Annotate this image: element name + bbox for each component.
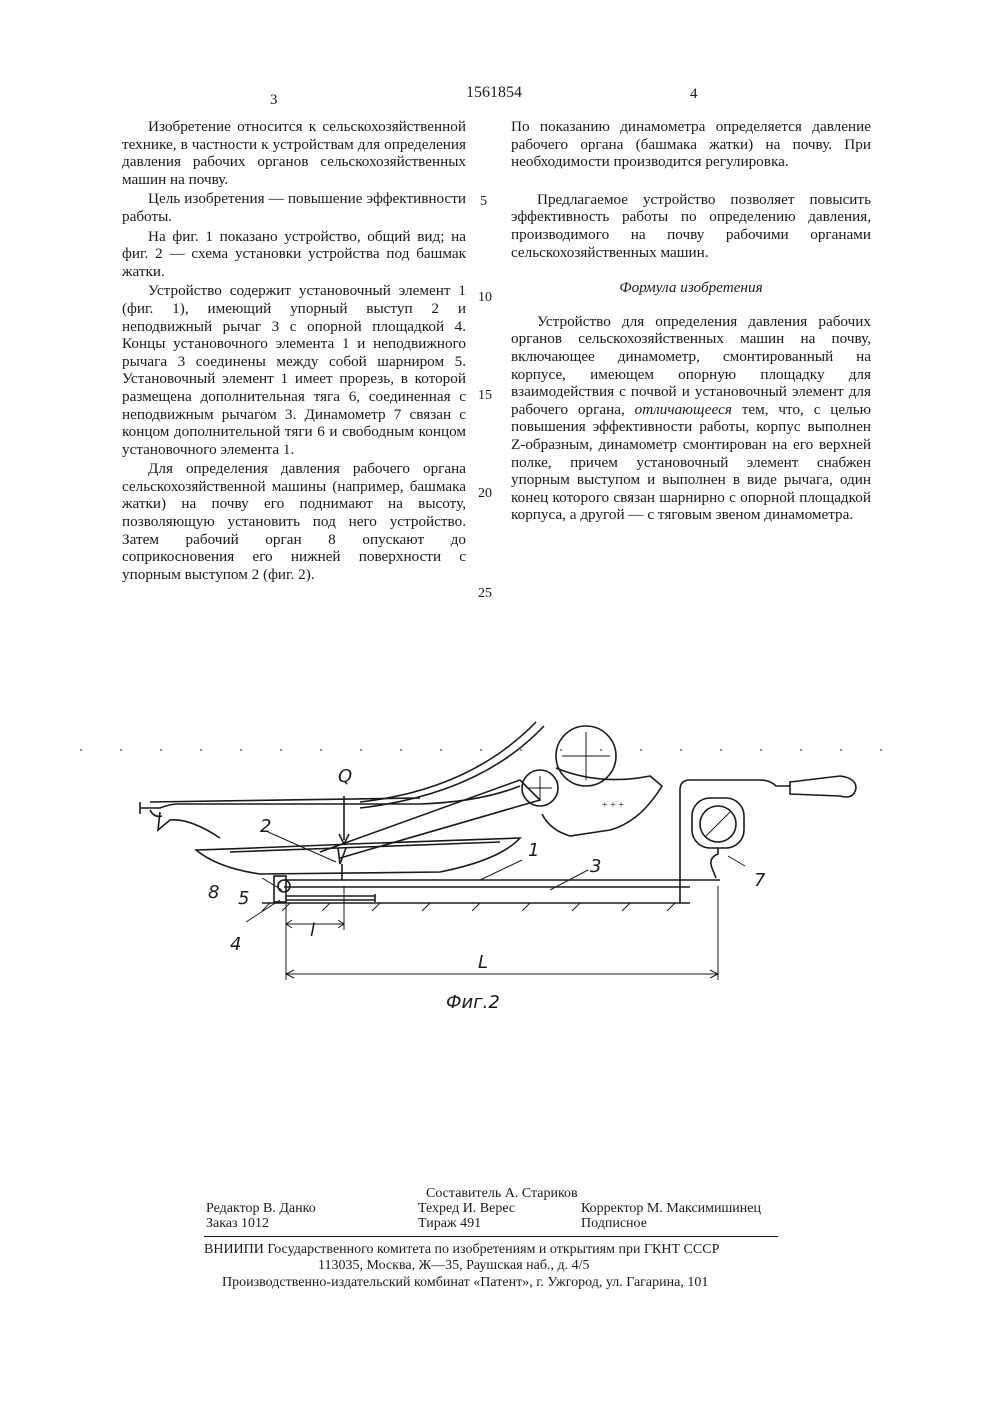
paragraph: По показанию динамометра определяется давление рабочего органа (башмака жатки) на почву. При необходимости производится регулировка. (511, 118, 871, 171)
label-7: 7 (754, 870, 766, 891)
page-number-left: 3 (270, 92, 278, 108)
footer-org-line3: Производственно-издательский комбинат «Патент», г. Ужгород, ул. Гагарина, 101 (222, 1275, 709, 1290)
label-3: 3 (590, 856, 602, 877)
paragraph: Устройство содержит установочный элемент 1 (фиг. 1), имеющий упорный выступ 2 и неподвижный рычаг 3 с опорной площадкой 4. Концы установочного элемента 1 и неподвижного рычага 3 соединены между собой шарниром 5. Установочный элемент 1 имеет прорезь, в которой размещена дополнительная тяга 6, соединенная с неподвижным рычагом 3. Динамометр 7 связан с концом дополнительной тяги 6 и свободным концом установочного элемента 1. (122, 282, 466, 458)
claim-rest: тем, что, с целью повышения эффективности работы, корпус выполнен Z-образным, динамометр смонтирован на его верхней полке, причем установочный элемент снабжен упорным выступом и выполнен в виде рычага, один конец которого связан шарнирно с опорной площадкой корпуса, а другой — с тяговым звеном динамометра. (511, 400, 872, 524)
paragraph: Для определения давления рабочего органа сельскохозяйственной машины (например, башмака жатки) на почву его поднимают на высоту, позволяющую установить под него устройство. Затем рабочий орган 8 опускают до соприкосновения его нижней поверхности с упорным выступом 2 (фиг. 2). (122, 460, 466, 583)
claim-text: Устройство для определения давления рабочих органов сельскохозяйственных машин на почву, включающее динамометр, смонтированный на корпусе, имеющем опорную площадку для взаимодействия с почвой и установочный элемент для рабочего органа, (511, 312, 871, 418)
hinge-5 (278, 880, 290, 892)
paragraph: На фиг. 1 показано устройство, общий вид; на фиг. 2 — схема установки устройства под башмак жатки. (122, 227, 466, 280)
label-5: 5 (238, 888, 250, 909)
label-8: 8 (208, 882, 220, 903)
line-number: 5 (480, 194, 487, 209)
line-number: 20 (478, 486, 492, 501)
paragraph: Предлагаемое устройство позволяет повысить эффективность работы по определению давления, производимого на почву рабочими органами сельскохозяйственных машин. (511, 190, 871, 261)
footer-techred: Техред И. Верес (418, 1201, 516, 1216)
label-2: 2 (260, 816, 272, 837)
left-column (122, 118, 466, 583)
label-L: L (478, 952, 489, 973)
line-number: 15 (478, 388, 492, 403)
footer-editor: Редактор В. Данко (206, 1201, 316, 1216)
label-1: 1 (528, 840, 540, 861)
right-column (511, 118, 871, 524)
patent-number: 1561854 (466, 84, 522, 101)
page-number-right: 4 (690, 86, 698, 102)
footer-corrector: Корректор М. Максимишинец (581, 1201, 761, 1216)
figure-caption: Фиг.2 (446, 992, 500, 1013)
claim-paragraph (511, 313, 871, 524)
inclined-arm (320, 780, 540, 858)
footer-divider (204, 1236, 778, 1237)
line-number: 10 (478, 290, 492, 305)
footer-org-line1: ВНИИПИ Государственного комитета по изобретениям и открытиям при ГКНТ СССР (204, 1242, 720, 1257)
figure-2-drawing (0, 690, 1000, 1030)
label-Q: Q (338, 766, 353, 787)
svg-text:+ + +: + + + (602, 800, 624, 811)
footer-order: Заказ 1012 (206, 1216, 270, 1231)
claim-italic: отличающееся (634, 400, 732, 418)
label-4: 4 (230, 934, 242, 955)
line-number: 25 (478, 586, 492, 601)
footer-org-line2: 113035, Москва, Ж—35, Раушская наб., д. 4/5 (318, 1258, 590, 1273)
paragraph: Изобретение относится к сельскохозяйственной технике, в частности к устройствам для определения давления рабочих органов сельскохозяйственных машин на почву. (122, 118, 466, 188)
handle (790, 776, 856, 797)
formula-title: Формула изобретения (619, 279, 763, 297)
footer-subscription: Подписное (581, 1216, 647, 1231)
footer-circulation: Тираж 491 (418, 1216, 482, 1231)
footer-compiler: Составитель А. Стариков (426, 1186, 578, 1201)
label-l: l (310, 920, 316, 941)
paragraph: Цель изобретения — повышение эффективности работы. (122, 190, 466, 225)
